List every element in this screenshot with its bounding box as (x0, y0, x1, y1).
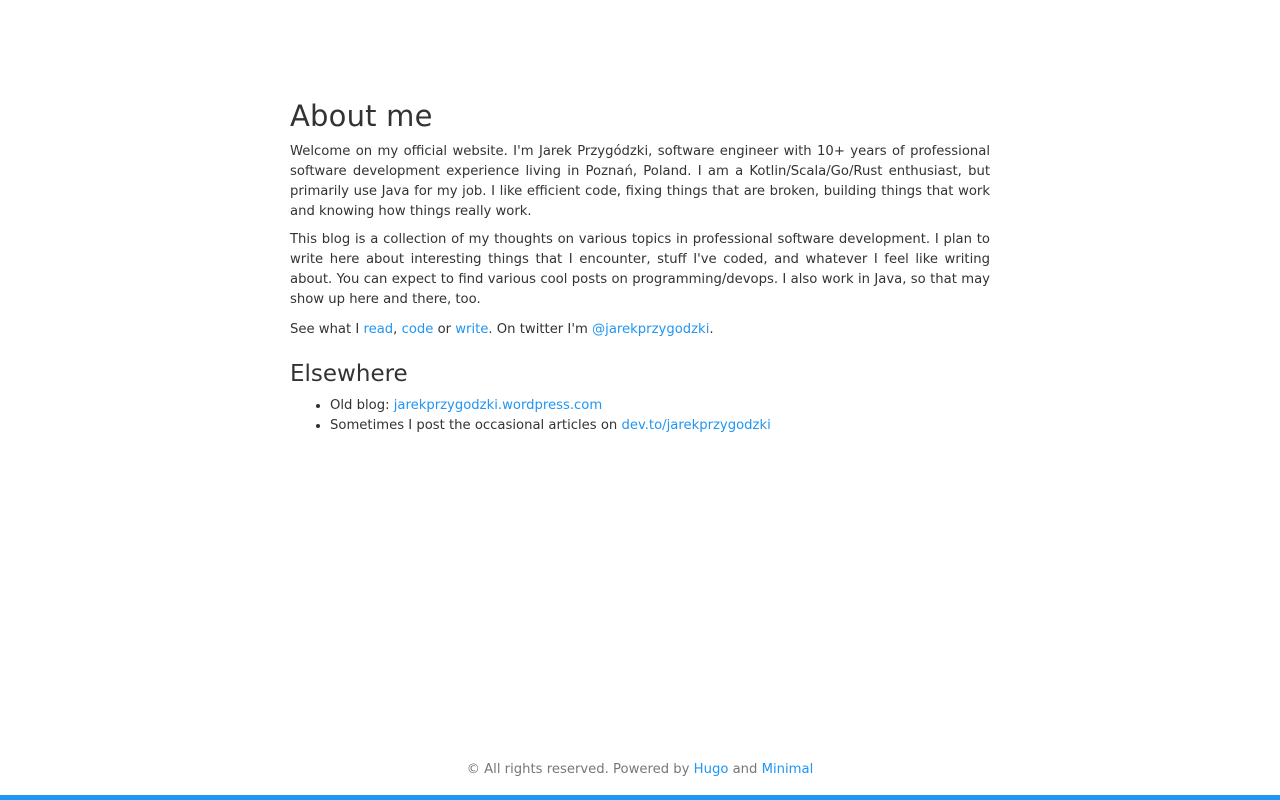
elsewhere-title: Elsewhere (290, 361, 408, 387)
blog-description-paragraph: This blog is a collection of my thoughts on various topics in professional software development. I plan to write here about interesting things that I encounter, stuff I've coded, and whatever I feel like writing about. You can expect to find various cool posts on programming/devops. I also work in Java, so that may show up here and there, too. (290, 232, 990, 307)
old-blog-label: Old blog: (330, 398, 394, 413)
devto-label: Sometimes I post the occasional articles on (330, 418, 622, 433)
twitter-text: . On twitter I'm (488, 322, 592, 337)
bottom-accent-bar (0, 795, 1280, 800)
read-link[interactable]: read (363, 322, 394, 337)
intro-paragraph: Welcome on my official website. I'm Jarek Przygódzki, software engineer with 10+ years of professional software development experience living in Poznań, Poland. I am a Kotlin/Scala/Go/Rust enthusiast, but primarily use Java for my job. I like efficient code, fixing things that are broken, building things that work and knowing how things really work. (290, 144, 990, 219)
links-suffix: . (709, 322, 714, 337)
main-content (290, 96, 990, 436)
twitter-link[interactable]: @jarekprzygodzki (591, 322, 710, 337)
list-item (330, 416, 990, 436)
list-item (330, 396, 990, 416)
links-paragraph (290, 320, 990, 340)
links-comma: , (393, 322, 398, 337)
links-or: or (433, 322, 456, 337)
page-title: About me (290, 99, 433, 133)
code-link[interactable]: code (401, 322, 434, 337)
old-blog-link[interactable]: jarekprzygodzki.wordpress.com (393, 398, 603, 413)
footer-and: and (728, 762, 762, 777)
elsewhere-list (290, 396, 990, 436)
minimal-link[interactable]: Minimal (761, 762, 814, 777)
about-content (290, 142, 990, 436)
write-link[interactable]: write (455, 322, 489, 337)
hugo-link[interactable]: Hugo (693, 762, 729, 777)
devto-link[interactable]: dev.to/jarekprzygodzki (621, 418, 771, 433)
links-prefix: See what I (290, 322, 364, 337)
site-footer (0, 760, 1280, 780)
copyright-text: © All rights reserved. Powered by (466, 762, 694, 777)
